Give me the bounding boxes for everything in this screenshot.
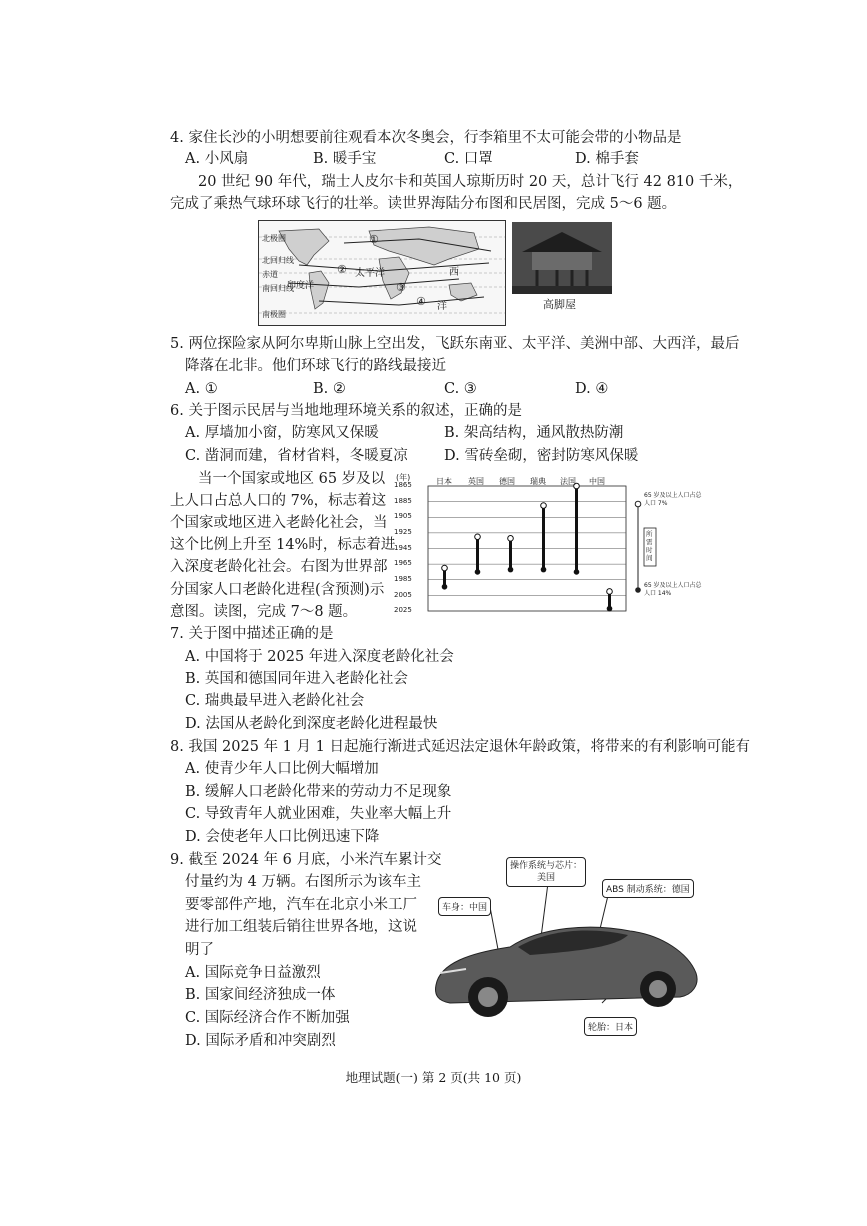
intro78-line4: 这个比例上升至 14%时，标志着进 [170, 537, 396, 553]
aging-start-point-1 [475, 534, 481, 540]
lat-label-tropic-cancer: 北回归线 [262, 256, 294, 265]
q5-stem-line2: 降落在北非。他们环球飞行的路线最接近 [185, 358, 446, 374]
q5-stem-line1: 5. 两位探险家从阿尔卑斯山脉上空出发，飞跃东南亚、太平洋、美洲中部、大西洋，最后 [170, 336, 740, 352]
car-os-label: 操作系统与芯片： [510, 861, 583, 871]
route-mark-1: ① [369, 233, 379, 246]
legend-filled-marker [635, 587, 641, 593]
aging-end-point-1 [475, 569, 481, 575]
q8-option-c: C. 导致青年人就业困难，失业率大幅上升 [185, 806, 452, 822]
stilt-house-photo [512, 222, 612, 294]
aging-end-point-5 [607, 606, 613, 612]
car-figure [430, 855, 710, 1040]
intro78-line2: 上人口占总人口的 7%，标志着这 [170, 493, 387, 509]
q9-line5: 明了 [185, 942, 214, 958]
q9-line1: 9. 截至 2024 年 6 月底，小米汽车累计交 [170, 852, 442, 868]
y-tick-1: 1885 [394, 497, 412, 505]
y-tick-7: 2005 [394, 591, 412, 599]
category-label-germany: 德国 [499, 477, 515, 486]
y-tick-5: 1965 [394, 559, 412, 567]
car-tire-label: 轮胎：日本 [584, 1017, 637, 1036]
stilt-house-caption: 高脚屋 [543, 298, 576, 311]
q6-option-d: D. 雪砖垒砌，密封防寒风保暖 [444, 448, 639, 464]
aging-start-point-5 [607, 589, 613, 595]
route-mark-3: ③ [396, 281, 406, 294]
q7-option-a: A. 中国将于 2025 年进入深度老龄化社会 [185, 649, 454, 665]
aging-end-point-0 [442, 584, 448, 590]
car-abs-label: ABS 制动系统：德国 [602, 879, 694, 898]
q4-option-c: C. 口罩 [444, 151, 493, 167]
category-label-china: 中国 [589, 477, 605, 486]
intro78-line6: 分国家人口老龄化进程(含预测)示 [170, 582, 385, 598]
q6-option-c: C. 凿洞而建，省材省料，冬暖夏凉 [185, 448, 408, 464]
q7-option-d: D. 法国从老龄化到深度老龄化进程最快 [185, 716, 438, 732]
y-tick-2: 1905 [394, 512, 412, 520]
category-label-japan: 日本 [436, 477, 452, 486]
y-tick-4: 1945 [394, 544, 412, 552]
lat-label-equator: 赤道 [262, 270, 278, 279]
car-os-value: 美国 [537, 873, 556, 883]
q6-option-a: A. 厚墙加小窗，防寒风又保暖 [185, 425, 379, 441]
aging-start-point-0 [442, 565, 448, 571]
route-mark-2: ② [337, 263, 347, 276]
aging-end-point-2 [508, 567, 514, 573]
lat-label-arctic: 北极圈 [262, 234, 286, 243]
q8-option-b: B. 缓解人口老龄化带来的劳动力不足现象 [185, 784, 452, 800]
car-body-label: 车身：中国 [438, 897, 491, 916]
q9-option-a: A. 国际竞争日益激烈 [185, 965, 321, 981]
y-tick-0: 1865 [394, 481, 412, 489]
y-tick-8: 2025 [394, 606, 412, 614]
ocean-label-indian: 印度洋 [287, 281, 315, 291]
intro78-line7: 意图。读图，完成 7～8 题。 [170, 604, 358, 620]
q9-option-d: D. 国际矛盾和冲突剧烈 [185, 1033, 336, 1049]
intro78-line1: 当一个国家或地区 65 岁及以 [198, 471, 386, 487]
q4-stem: 4. 家住长沙的小明想要前往观看本次冬奥会，行李箱里不太可能会带的小物品是 [170, 130, 682, 146]
intro56-line1: 20 世纪 90 年代，瑞士人皮尔卡和英国人琼斯历时 20 天，总计飞行 42 810 千米， [198, 174, 743, 190]
ocean-label-pacific: 太平洋 [355, 268, 385, 279]
intro78-line3: 个国家或地区进入老龄化社会，当 [170, 515, 388, 531]
q5-option-d: D. ④ [575, 381, 609, 397]
q7-stem: 7. 关于图中描述正确的是 [170, 626, 334, 642]
page-footer: 地理试题(一) 第 2 页(共 10 页) [345, 1070, 522, 1085]
q5-option-a: A. ① [185, 381, 218, 397]
q9-line2: 付量约为 4 万辆。右图所示为该车主 [185, 874, 421, 890]
chart-y-unit: (年) [396, 473, 411, 482]
q4-option-a: A. 小风扇 [185, 151, 249, 167]
legend-bottom-label: 65 岁及以上人口占总人口 14% [644, 582, 702, 597]
q5-option-b: B. ② [313, 381, 346, 397]
ocean-label-west: 西 [449, 267, 459, 278]
q9-line4: 进行加工组装后销往世界各地，这说 [185, 919, 417, 935]
intro56-line2: 完成了乘热气球环球飞行的壮举。读世界海陆分布图和民居图，完成 5～6 题。 [170, 196, 677, 212]
q9-option-b: B. 国家间经济独成一体 [185, 987, 336, 1003]
category-label-sweden: 瑞典 [530, 477, 546, 486]
q5-option-c: C. ③ [444, 381, 477, 397]
aging-end-point-3 [541, 567, 547, 573]
q4-option-d: D. 棉手套 [575, 151, 639, 167]
q8-option-a: A. 使青少年人口比例大幅增加 [185, 761, 379, 777]
world-map [258, 220, 506, 326]
aging-start-point-3 [541, 503, 547, 509]
q9-line3: 要零部件产地，汽车在北京小米工厂 [185, 897, 417, 913]
lat-label-tropic-capricorn: 南回归线 [262, 284, 294, 293]
legend-open-marker [635, 501, 641, 507]
q7-option-b: B. 英国和德国同年进入老龄化社会 [185, 671, 408, 687]
y-tick-3: 1925 [394, 528, 412, 536]
q8-option-d: D. 会使老年人口比例迅速下降 [185, 829, 380, 845]
q7-option-c: C. 瑞典最早进入老龄化社会 [185, 693, 365, 709]
legend-top-label: 65 岁及以上人口占总人口 7% [644, 492, 702, 507]
q4-option-b: B. 暖手宝 [313, 151, 377, 167]
category-label-france: 法国 [560, 477, 576, 486]
intro78-line5: 入深度老龄化社会。右图为世界部 [170, 559, 388, 575]
car-os-label-box [506, 857, 586, 887]
aging-end-point-4 [574, 569, 580, 575]
lat-label-antarctic: 南极圈 [262, 310, 286, 319]
q9-option-c: C. 国际经济合作不断加强 [185, 1010, 350, 1026]
aging-chart [394, 470, 704, 615]
route-mark-4: ④ [416, 295, 426, 308]
legend-middle-label: 所需时间 [646, 530, 653, 562]
ocean-label-yang: 洋 [437, 301, 447, 312]
q6-stem: 6. 关于图示民居与当地地理环境关系的叙述，正确的是 [170, 403, 522, 419]
aging-start-point-2 [508, 536, 514, 542]
y-tick-6: 1985 [394, 575, 412, 583]
category-label-uk: 英国 [468, 477, 484, 486]
q8-stem: 8. 我国 2025 年 1 月 1 日起施行渐进式延迟法定退休年龄政策，将带来的有利影响可能有 [170, 739, 750, 755]
q6-option-b: B. 架高结构，通风散热防潮 [444, 425, 624, 441]
